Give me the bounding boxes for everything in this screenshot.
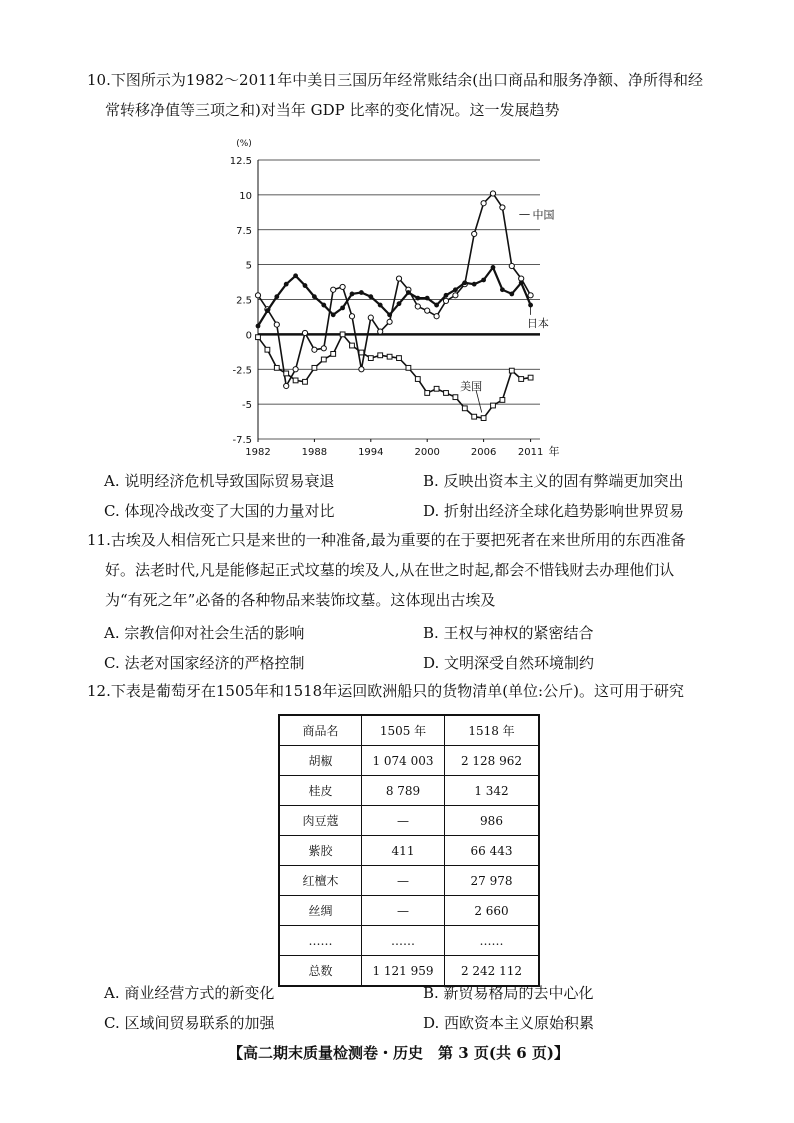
cargo-table	[278, 714, 540, 987]
data-point	[359, 367, 364, 372]
data-point	[378, 303, 383, 308]
data-point	[312, 365, 317, 370]
table-cell: 411	[362, 836, 445, 866]
data-point	[519, 377, 524, 382]
q11-option-a[interactable]: A. 宗教信仰对社会生活的影响	[104, 624, 305, 642]
q12-option-b[interactable]: B. 新贸易格局的去中心化	[423, 984, 594, 1002]
table-cell: 总数	[279, 956, 362, 987]
table-cell: 2 660	[445, 896, 540, 926]
data-point	[378, 329, 383, 334]
data-point	[368, 315, 373, 320]
q10-stem-line1: 10.下图所示为1982～2011年中美日三国历年经常账结余(出口商品和服务净额、净所得和经	[87, 71, 704, 89]
data-point	[255, 293, 260, 298]
data-point	[491, 403, 496, 408]
data-point	[284, 282, 289, 287]
data-point	[481, 416, 486, 421]
data-point	[387, 312, 392, 317]
data-point	[359, 290, 364, 295]
table-cell: ……	[279, 926, 362, 956]
table-row	[279, 776, 539, 806]
data-point	[378, 353, 383, 358]
y-tick-label: 5	[245, 260, 252, 272]
data-point	[293, 273, 298, 278]
table-cell: 紫胶	[279, 836, 362, 866]
y-tick-label: -5	[242, 400, 252, 412]
table-cell: 27 978	[445, 866, 540, 896]
data-point	[453, 293, 458, 298]
x-unit-label: 年	[548, 445, 560, 458]
data-point	[453, 395, 458, 400]
q10-option-d[interactable]: D. 折射出经济全球化趋势影响世界贸易	[423, 502, 685, 520]
data-point	[472, 414, 477, 419]
data-point	[444, 293, 449, 298]
table-row	[279, 896, 539, 926]
table-header-row	[279, 715, 539, 746]
data-point	[434, 386, 439, 391]
data-point	[340, 305, 345, 310]
q11-stem-line1: 11.古埃及人相信死亡只是来世的一种准备,最为重要的在于要把死者在来世所用的东西准备	[87, 531, 686, 549]
x-tick-label: 1988	[301, 447, 328, 458]
data-point	[340, 332, 345, 337]
data-point	[406, 290, 411, 295]
data-point	[481, 201, 486, 206]
table-row	[279, 746, 539, 776]
q10-option-c[interactable]: C. 体现冷战改变了大国的力量对比	[104, 502, 335, 520]
table-row	[279, 926, 539, 956]
data-point	[519, 280, 524, 285]
y-tick-label: 2.5	[236, 295, 252, 307]
series-label: 日本	[526, 317, 549, 331]
data-point	[397, 301, 402, 306]
q10-option-b[interactable]: B. 反映出资本主义的固有弊端更加突出	[423, 472, 684, 490]
data-point	[274, 365, 279, 370]
data-point	[443, 298, 448, 303]
q11-stem-line2: 好。法老时代,凡是能修起正式坟墓的埃及人,从在世之时起,都会不惜钱财去办理他们认	[105, 561, 675, 579]
data-point	[349, 314, 354, 319]
y-unit-label: (%)	[236, 139, 252, 149]
data-point	[396, 276, 401, 281]
data-point	[302, 330, 307, 335]
current-account-chart	[218, 133, 578, 463]
data-point	[265, 308, 270, 313]
data-point	[415, 304, 420, 309]
q12-option-c[interactable]: C. 区域间贸易联系的加强	[104, 1014, 275, 1032]
data-point	[415, 377, 420, 382]
y-tick-label: -7.5	[232, 435, 252, 446]
table-cell: 1 074 003	[362, 746, 445, 776]
x-tick-label: 2006	[470, 447, 497, 458]
series-label: 中国	[532, 208, 555, 222]
q12-option-a[interactable]: A. 商业经营方式的新变化	[104, 984, 275, 1002]
data-point	[387, 319, 392, 324]
data-point	[425, 391, 430, 396]
q10-stem-line2: 常转移净值等三项之和)对当年 GDP 比率的变化情况。这一发展趋势	[105, 101, 560, 119]
series-line-美国	[258, 334, 531, 418]
table-cell: ……	[362, 926, 445, 956]
data-point	[509, 263, 514, 268]
data-point	[500, 287, 505, 292]
data-point	[293, 367, 298, 372]
data-point	[481, 278, 486, 283]
data-point	[425, 308, 430, 313]
data-point	[490, 191, 495, 196]
table-cell: 1 121 959	[362, 956, 445, 987]
q11-option-d[interactable]: D. 文明深受自然环境制约	[423, 654, 595, 672]
x-tick-label: 2011	[517, 447, 544, 458]
data-point	[331, 287, 336, 292]
table-header-cell: 商品名	[279, 715, 362, 746]
table-cell: 胡椒	[279, 746, 362, 776]
table-cell: —	[362, 806, 445, 836]
data-point	[321, 303, 326, 308]
data-point	[303, 283, 308, 288]
table-cell: 2 128 962	[445, 746, 540, 776]
q11-stem-line3: 为“有死之年”必备的各种物品来装饰坟墓。这体现出古埃及	[105, 591, 496, 609]
table-row	[279, 806, 539, 836]
data-point	[331, 352, 336, 357]
data-point	[462, 406, 467, 411]
data-point	[256, 335, 261, 340]
data-point	[303, 379, 308, 384]
data-point	[340, 284, 345, 289]
table-header-cell: 1505 年	[362, 715, 445, 746]
table-cell: 2 242 112	[445, 956, 540, 987]
table-cell: 8 789	[362, 776, 445, 806]
data-point	[368, 356, 373, 361]
data-point	[500, 398, 505, 403]
y-tick-label: 7.5	[236, 225, 252, 237]
data-point	[293, 378, 298, 383]
table-cell: 1 342	[445, 776, 540, 806]
y-tick-label: 12.5	[229, 156, 252, 167]
data-point	[500, 205, 505, 210]
data-point	[472, 231, 477, 236]
q11-option-c[interactable]: C. 法老对国家经济的严格控制	[104, 654, 305, 672]
data-point	[528, 375, 533, 380]
data-point	[284, 383, 289, 388]
data-point	[425, 296, 430, 301]
data-point	[312, 294, 317, 299]
table-row	[279, 836, 539, 866]
y-tick-label: 0	[245, 330, 252, 342]
data-point	[397, 356, 402, 361]
data-point	[256, 324, 261, 329]
table-cell: 肉豆蔻	[279, 806, 362, 836]
table-cell: 丝绸	[279, 896, 362, 926]
series-label: 美国	[460, 379, 483, 393]
data-point	[387, 354, 392, 359]
x-tick-label: 1982	[245, 447, 271, 458]
data-point	[265, 347, 270, 352]
table-cell: 66 443	[445, 836, 540, 866]
data-point	[444, 391, 449, 396]
data-point	[321, 357, 326, 362]
table-cell: 986	[445, 806, 540, 836]
q12-stem-line1: 12.下表是葡萄牙在1505年和1518年运回欧洲船只的货物清单(单位:公斤)。这可用于研究	[87, 682, 684, 700]
data-point	[359, 350, 364, 355]
data-point	[509, 292, 514, 297]
data-point	[331, 312, 336, 317]
table-header-cell: 1518 年	[445, 715, 540, 746]
data-point	[274, 322, 279, 327]
data-point	[312, 347, 317, 352]
data-point	[528, 293, 533, 298]
data-point	[434, 314, 439, 319]
table-cell: 红檀木	[279, 866, 362, 896]
data-point	[453, 287, 458, 292]
table-cell: —	[362, 866, 445, 896]
table-cell: ……	[445, 926, 540, 956]
data-point	[350, 292, 355, 297]
data-point	[462, 280, 467, 285]
data-point	[274, 294, 279, 299]
data-point	[491, 265, 496, 270]
data-point	[406, 365, 411, 370]
data-point	[434, 303, 439, 308]
y-tick-label: 10	[239, 190, 252, 202]
series-label-leader	[476, 390, 482, 412]
data-point	[350, 343, 355, 348]
data-point	[368, 294, 373, 299]
data-point	[284, 371, 289, 376]
y-tick-label: -2.5	[232, 365, 252, 377]
x-tick-label: 1994	[358, 447, 384, 458]
table-cell: 桂皮	[279, 776, 362, 806]
data-point	[415, 296, 420, 301]
page-footer: 【高二期末质量检测卷・历史 第 3 页(共 6 页)】	[228, 1044, 569, 1062]
data-point	[509, 368, 514, 373]
data-point	[321, 346, 326, 351]
q12-option-d[interactable]: D. 西欧资本主义原始积累	[423, 1014, 595, 1032]
x-tick-label: 2000	[414, 447, 440, 458]
q10-option-a[interactable]: A. 说明经济危机导致国际贸易衰退	[104, 472, 335, 490]
q11-option-b[interactable]: B. 王权与神权的紧密结合	[423, 624, 594, 642]
table-row	[279, 866, 539, 896]
table-cell: —	[362, 896, 445, 926]
data-point	[472, 282, 477, 287]
